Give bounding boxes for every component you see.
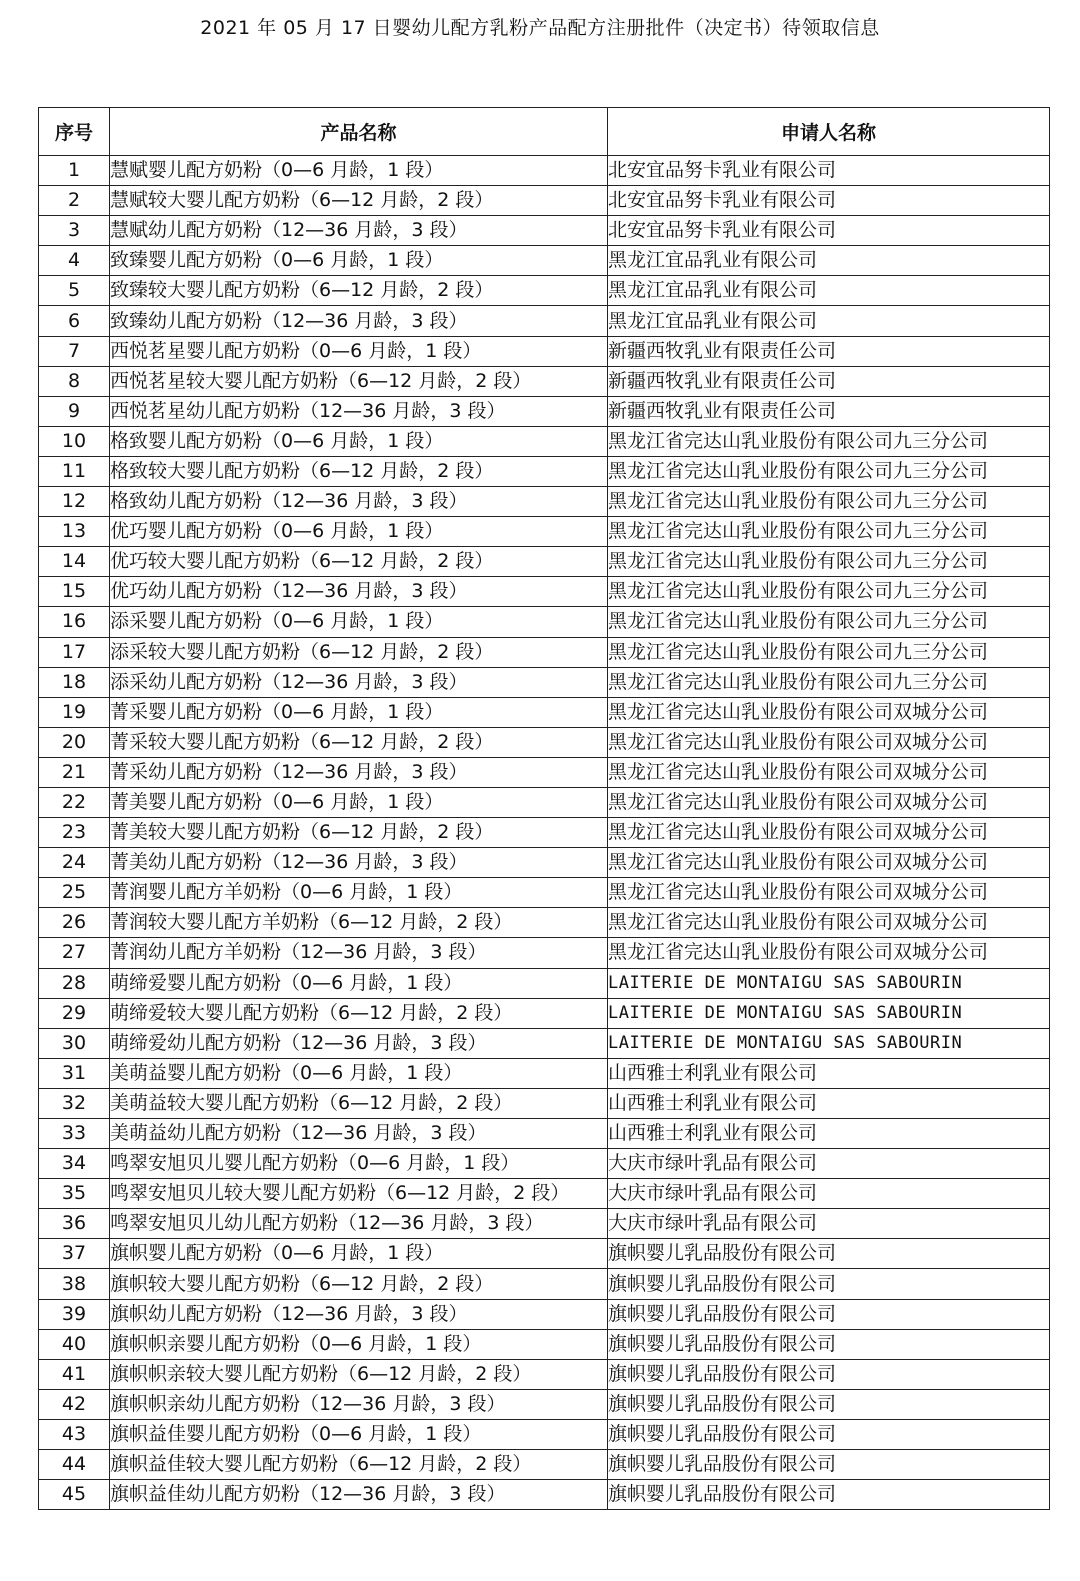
table-row: [39, 1209, 1050, 1239]
cell-serial-number: 34: [39, 1149, 110, 1179]
cell-applicant-name: LAITERIE DE MONTAIGU SAS SABOURIN: [608, 1028, 1050, 1058]
cell-product-name: 菁润较大婴儿配方羊奶粉（6—12 月龄，2 段）: [110, 908, 608, 938]
table-row: [39, 757, 1050, 787]
cell-serial-number: 42: [39, 1389, 110, 1419]
table-row: [39, 1359, 1050, 1389]
cell-product-name: 菁润婴儿配方羊奶粉（0—6 月龄，1 段）: [110, 878, 608, 908]
cell-product-name: 旗帜益佳幼儿配方奶粉（12—36 月龄，3 段）: [110, 1480, 608, 1510]
cell-product-name: 西悦茗星婴儿配方奶粉（0—6 月龄，1 段）: [110, 336, 608, 366]
cell-serial-number: 31: [39, 1058, 110, 1088]
cell-applicant-name: 北安宜品努卡乳业有限公司: [608, 186, 1050, 216]
cell-applicant-name: 黑龙江省完达山乳业股份有限公司双城分公司: [608, 697, 1050, 727]
cell-serial-number: 16: [39, 607, 110, 637]
table-row: [39, 306, 1050, 336]
cell-product-name: 慧赋幼儿配方奶粉（12—36 月龄，3 段）: [110, 216, 608, 246]
cell-serial-number: 19: [39, 697, 110, 727]
cell-serial-number: 39: [39, 1299, 110, 1329]
table-row: [39, 1269, 1050, 1299]
registration-table: [38, 107, 1050, 1510]
table-row: [39, 938, 1050, 968]
cell-product-name: 优巧幼儿配方奶粉（12—36 月龄，3 段）: [110, 577, 608, 607]
cell-product-name: 菁采幼儿配方奶粉（12—36 月龄，3 段）: [110, 757, 608, 787]
cell-product-name: 萌缔爱较大婴儿配方奶粉（6—12 月龄，2 段）: [110, 998, 608, 1028]
cell-product-name: 格致幼儿配方奶粉（12—36 月龄，3 段）: [110, 487, 608, 517]
table-row: [39, 1419, 1050, 1449]
cell-product-name: 鸣翠安旭贝儿婴儿配方奶粉（0—6 月龄，1 段）: [110, 1149, 608, 1179]
table-row: [39, 366, 1050, 396]
cell-applicant-name: 黑龙江省完达山乳业股份有限公司双城分公司: [608, 727, 1050, 757]
cell-product-name: 菁润幼儿配方羊奶粉（12—36 月龄，3 段）: [110, 938, 608, 968]
cell-product-name: 致臻幼儿配方奶粉（12—36 月龄，3 段）: [110, 306, 608, 336]
cell-applicant-name: 北安宜品努卡乳业有限公司: [608, 156, 1050, 186]
table-row: [39, 336, 1050, 366]
cell-serial-number: 33: [39, 1119, 110, 1149]
table-row: [39, 456, 1050, 486]
cell-serial-number: 21: [39, 757, 110, 787]
header-applicant-name: 申请人名称: [608, 108, 1050, 156]
cell-product-name: 慧赋较大婴儿配方奶粉（6—12 月龄，2 段）: [110, 186, 608, 216]
cell-serial-number: 7: [39, 336, 110, 366]
table-row: [39, 787, 1050, 817]
cell-serial-number: 40: [39, 1329, 110, 1359]
cell-product-name: 菁采婴儿配方奶粉（0—6 月龄，1 段）: [110, 697, 608, 727]
cell-serial-number: 1: [39, 156, 110, 186]
table-row: [39, 276, 1050, 306]
cell-applicant-name: 黑龙江省完达山乳业股份有限公司双城分公司: [608, 848, 1050, 878]
table-row: [39, 426, 1050, 456]
cell-applicant-name: 黑龙江省完达山乳业股份有限公司九三分公司: [608, 517, 1050, 547]
cell-serial-number: 14: [39, 547, 110, 577]
cell-applicant-name: 黑龙江省完达山乳业股份有限公司双城分公司: [608, 878, 1050, 908]
cell-serial-number: 44: [39, 1450, 110, 1480]
cell-applicant-name: 旗帜婴儿乳品股份有限公司: [608, 1329, 1050, 1359]
table-row: [39, 1119, 1050, 1149]
table-row: [39, 878, 1050, 908]
cell-serial-number: 28: [39, 968, 110, 998]
cell-serial-number: 4: [39, 246, 110, 276]
cell-product-name: 鸣翠安旭贝儿较大婴儿配方奶粉（6—12 月龄，2 段）: [110, 1179, 608, 1209]
cell-serial-number: 26: [39, 908, 110, 938]
cell-applicant-name: 旗帜婴儿乳品股份有限公司: [608, 1239, 1050, 1269]
cell-product-name: 菁采较大婴儿配方奶粉（6—12 月龄，2 段）: [110, 727, 608, 757]
header-product-name: 产品名称: [110, 108, 608, 156]
cell-serial-number: 41: [39, 1359, 110, 1389]
table-row: [39, 1058, 1050, 1088]
cell-serial-number: 24: [39, 848, 110, 878]
table-row: [39, 1088, 1050, 1118]
table-row: [39, 487, 1050, 517]
table-body: [39, 156, 1050, 1510]
cell-product-name: 菁美婴儿配方奶粉（0—6 月龄，1 段）: [110, 787, 608, 817]
table-row: [39, 607, 1050, 637]
table-row: [39, 697, 1050, 727]
cell-serial-number: 43: [39, 1419, 110, 1449]
cell-product-name: 添采较大婴儿配方奶粉（6—12 月龄，2 段）: [110, 637, 608, 667]
cell-serial-number: 9: [39, 396, 110, 426]
cell-serial-number: 32: [39, 1088, 110, 1118]
table-row: [39, 1239, 1050, 1269]
cell-product-name: 旗帜婴儿配方奶粉（0—6 月龄，1 段）: [110, 1239, 608, 1269]
cell-applicant-name: 黑龙江省完达山乳业股份有限公司双城分公司: [608, 818, 1050, 848]
cell-product-name: 西悦茗星较大婴儿配方奶粉（6—12 月龄，2 段）: [110, 366, 608, 396]
table-row: [39, 1329, 1050, 1359]
cell-applicant-name: 旗帜婴儿乳品股份有限公司: [608, 1419, 1050, 1449]
cell-product-name: 格致较大婴儿配方奶粉（6—12 月龄，2 段）: [110, 456, 608, 486]
cell-applicant-name: LAITERIE DE MONTAIGU SAS SABOURIN: [608, 968, 1050, 998]
cell-product-name: 旗帜帜亲婴儿配方奶粉（0—6 月龄，1 段）: [110, 1329, 608, 1359]
cell-product-name: 旗帜益佳婴儿配方奶粉（0—6 月龄，1 段）: [110, 1419, 608, 1449]
table-row: [39, 156, 1050, 186]
cell-applicant-name: 黑龙江省完达山乳业股份有限公司九三分公司: [608, 577, 1050, 607]
document-title: 2021 年 05 月 17 日婴幼儿配方乳粉产品配方注册批件（决定书）待领取信息: [200, 17, 880, 39]
cell-serial-number: 13: [39, 517, 110, 547]
cell-serial-number: 36: [39, 1209, 110, 1239]
table-row: [39, 396, 1050, 426]
cell-applicant-name: 黑龙江省完达山乳业股份有限公司双城分公司: [608, 938, 1050, 968]
cell-product-name: 旗帜幼儿配方奶粉（12—36 月龄，3 段）: [110, 1299, 608, 1329]
cell-applicant-name: 大庆市绿叶乳品有限公司: [608, 1149, 1050, 1179]
cell-product-name: 旗帜益佳较大婴儿配方奶粉（6—12 月龄，2 段）: [110, 1450, 608, 1480]
cell-serial-number: 12: [39, 487, 110, 517]
cell-applicant-name: 旗帜婴儿乳品股份有限公司: [608, 1389, 1050, 1419]
cell-product-name: 鸣翠安旭贝儿幼儿配方奶粉（12—36 月龄，3 段）: [110, 1209, 608, 1239]
cell-product-name: 旗帜帜亲较大婴儿配方奶粉（6—12 月龄，2 段）: [110, 1359, 608, 1389]
cell-applicant-name: 黑龙江省完达山乳业股份有限公司九三分公司: [608, 547, 1050, 577]
cell-applicant-name: 旗帜婴儿乳品股份有限公司: [608, 1480, 1050, 1510]
cell-serial-number: 30: [39, 1028, 110, 1058]
cell-applicant-name: 黑龙江宜品乳业有限公司: [608, 306, 1050, 336]
table-row: [39, 637, 1050, 667]
cell-applicant-name: 黑龙江省完达山乳业股份有限公司双城分公司: [608, 908, 1050, 938]
cell-serial-number: 35: [39, 1179, 110, 1209]
header-serial-number: 序号: [39, 108, 110, 156]
cell-serial-number: 18: [39, 667, 110, 697]
cell-serial-number: 22: [39, 787, 110, 817]
cell-product-name: 致臻较大婴儿配方奶粉（6—12 月龄，2 段）: [110, 276, 608, 306]
cell-applicant-name: 新疆西牧乳业有限责任公司: [608, 396, 1050, 426]
cell-applicant-name: 黑龙江省完达山乳业股份有限公司九三分公司: [608, 607, 1050, 637]
table-row: [39, 1450, 1050, 1480]
cell-product-name: 菁美较大婴儿配方奶粉（6—12 月龄，2 段）: [110, 818, 608, 848]
cell-serial-number: 2: [39, 186, 110, 216]
table-row: [39, 727, 1050, 757]
cell-applicant-name: 山西雅士利乳业有限公司: [608, 1088, 1050, 1118]
cell-product-name: 西悦茗星幼儿配方奶粉（12—36 月龄，3 段）: [110, 396, 608, 426]
cell-product-name: 格致婴儿配方奶粉（0—6 月龄，1 段）: [110, 426, 608, 456]
cell-applicant-name: 黑龙江省完达山乳业股份有限公司双城分公司: [608, 787, 1050, 817]
table-row: [39, 1149, 1050, 1179]
cell-applicant-name: 山西雅士利乳业有限公司: [608, 1119, 1050, 1149]
cell-serial-number: 6: [39, 306, 110, 336]
cell-applicant-name: 旗帜婴儿乳品股份有限公司: [608, 1359, 1050, 1389]
cell-serial-number: 38: [39, 1269, 110, 1299]
cell-applicant-name: 黑龙江省完达山乳业股份有限公司九三分公司: [608, 456, 1050, 486]
table-row: [39, 1299, 1050, 1329]
table-row: [39, 1028, 1050, 1058]
cell-applicant-name: 黑龙江宜品乳业有限公司: [608, 276, 1050, 306]
cell-serial-number: 15: [39, 577, 110, 607]
cell-serial-number: 45: [39, 1480, 110, 1510]
cell-product-name: 添采婴儿配方奶粉（0—6 月龄，1 段）: [110, 607, 608, 637]
cell-applicant-name: 黑龙江宜品乳业有限公司: [608, 246, 1050, 276]
cell-applicant-name: 大庆市绿叶乳品有限公司: [608, 1209, 1050, 1239]
cell-product-name: 萌缔爱婴儿配方奶粉（0—6 月龄，1 段）: [110, 968, 608, 998]
cell-applicant-name: 黑龙江省完达山乳业股份有限公司九三分公司: [608, 637, 1050, 667]
cell-product-name: 优巧婴儿配方奶粉（0—6 月龄，1 段）: [110, 517, 608, 547]
cell-applicant-name: 旗帜婴儿乳品股份有限公司: [608, 1450, 1050, 1480]
cell-product-name: 添采幼儿配方奶粉（12—36 月龄，3 段）: [110, 667, 608, 697]
cell-serial-number: 37: [39, 1239, 110, 1269]
cell-serial-number: 20: [39, 727, 110, 757]
cell-product-name: 萌缔爱幼儿配方奶粉（12—36 月龄，3 段）: [110, 1028, 608, 1058]
cell-product-name: 致臻婴儿配方奶粉（0—6 月龄，1 段）: [110, 246, 608, 276]
cell-serial-number: 3: [39, 216, 110, 246]
cell-product-name: 优巧较大婴儿配方奶粉（6—12 月龄，2 段）: [110, 547, 608, 577]
cell-serial-number: 17: [39, 637, 110, 667]
table-row: [39, 577, 1050, 607]
cell-product-name: 美萌益婴儿配方奶粉（0—6 月龄，1 段）: [110, 1058, 608, 1088]
cell-applicant-name: 旗帜婴儿乳品股份有限公司: [608, 1299, 1050, 1329]
cell-applicant-name: 新疆西牧乳业有限责任公司: [608, 336, 1050, 366]
table-row: [39, 1389, 1050, 1419]
table-row: [39, 547, 1050, 577]
cell-applicant-name: LAITERIE DE MONTAIGU SAS SABOURIN: [608, 998, 1050, 1028]
cell-applicant-name: 黑龙江省完达山乳业股份有限公司双城分公司: [608, 757, 1050, 787]
cell-serial-number: 23: [39, 818, 110, 848]
cell-serial-number: 10: [39, 426, 110, 456]
table-row: [39, 667, 1050, 697]
table-row: [39, 1179, 1050, 1209]
cell-product-name: 旗帜帜亲幼儿配方奶粉（12—36 月龄，3 段）: [110, 1389, 608, 1419]
cell-product-name: 美萌益幼儿配方奶粉（12—36 月龄，3 段）: [110, 1119, 608, 1149]
cell-serial-number: 27: [39, 938, 110, 968]
table-row: [39, 186, 1050, 216]
cell-product-name: 美萌益较大婴儿配方奶粉（6—12 月龄，2 段）: [110, 1088, 608, 1118]
cell-serial-number: 29: [39, 998, 110, 1028]
table-header-row: [39, 108, 1050, 156]
table-row: [39, 517, 1050, 547]
cell-applicant-name: 黑龙江省完达山乳业股份有限公司九三分公司: [608, 667, 1050, 697]
cell-applicant-name: 北安宜品努卡乳业有限公司: [608, 216, 1050, 246]
table-row: [39, 818, 1050, 848]
cell-serial-number: 25: [39, 878, 110, 908]
table-row: [39, 216, 1050, 246]
cell-serial-number: 11: [39, 456, 110, 486]
cell-serial-number: 8: [39, 366, 110, 396]
cell-serial-number: 5: [39, 276, 110, 306]
cell-applicant-name: 黑龙江省完达山乳业股份有限公司九三分公司: [608, 426, 1050, 456]
cell-product-name: 菁美幼儿配方奶粉（12—36 月龄，3 段）: [110, 848, 608, 878]
table-row: [39, 848, 1050, 878]
cell-applicant-name: 黑龙江省完达山乳业股份有限公司九三分公司: [608, 487, 1050, 517]
cell-applicant-name: 旗帜婴儿乳品股份有限公司: [608, 1269, 1050, 1299]
cell-applicant-name: 大庆市绿叶乳品有限公司: [608, 1179, 1050, 1209]
cell-applicant-name: 山西雅士利乳业有限公司: [608, 1058, 1050, 1088]
table-row: [39, 246, 1050, 276]
table-row: [39, 968, 1050, 998]
cell-product-name: 慧赋婴儿配方奶粉（0—6 月龄，1 段）: [110, 156, 608, 186]
table-row: [39, 1480, 1050, 1510]
cell-product-name: 旗帜较大婴儿配方奶粉（6—12 月龄，2 段）: [110, 1269, 608, 1299]
table-row: [39, 998, 1050, 1028]
table-row: [39, 908, 1050, 938]
cell-applicant-name: 新疆西牧乳业有限责任公司: [608, 366, 1050, 396]
